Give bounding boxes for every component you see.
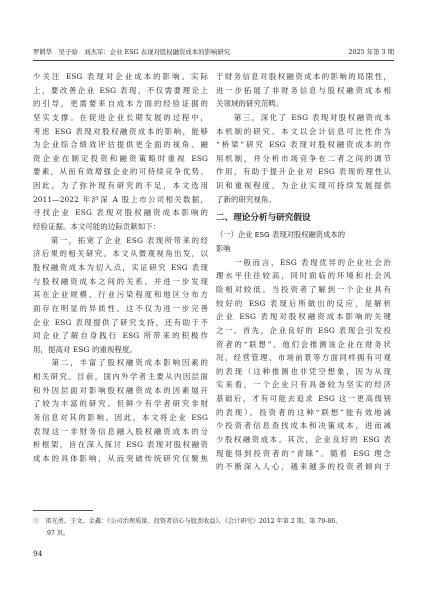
text-line: 企业 ESG 表现提供了研究支持，还有助于不 [33,317,208,327]
text-line: 况、经营管理、市场前景等方面同样拥有可观 [216,353,391,363]
text-line: 用机制，并分析市场竞争在二者之间的调节 [216,153,391,163]
text-line: 坚实支撑。在促进企业长期发展的过程中， [33,112,208,122]
text-line: 与股权融资成本之间的关系，并进一步发现 [33,276,208,286]
running-header [33,46,394,58]
text-line: 企业 ESG 表现对股权融资成本影响的关键 [216,312,391,322]
subsection-heading: （一）企业 ESG 表现对股权融资成本的 [216,230,345,240]
text-line: 现能得到投资者的“青睐”。随着 ESG 理念 [216,448,391,458]
header-authors-title [33,46,230,58]
text-line: 本机制的研究。本文以会计信息可比性作为 [216,126,391,136]
footnote-line [33,516,393,528]
text-line: 作用，有助于提升企业对 ESG 表现的理性认 [216,167,391,177]
right-column [216,70,391,474]
text-line: 用，提高对 ESG 的重视程度。 [33,344,137,354]
header-issue: 2025 年第 3 期 [348,48,394,56]
text-line: 第二，丰富了股权融资成本影响因素的 [33,358,208,368]
text-line: 因此，为了弥补现有研究的不足，本文选用 [33,181,208,191]
text-line: 务信息对其的影响。因此，本文将企业 ESG [33,413,208,423]
text-line: 较好的 ESG 表现后所做出的反应，是解析 [216,298,391,308]
text-line: 股权融资成本为切入点，实证研究 ESG 表现 [33,262,208,272]
text-line: 2011—2022 年沪深 A 股上市公司相关数据， [33,194,208,204]
text-line: 成本的具体影响，从而突破传统研究仅聚焦 [33,453,208,463]
text-line: 识和重视程度，为企业实现可持续发展提供 [216,181,391,191]
text-line: 的表现（这种推测也非凭空想象，因为从现 [216,366,391,376]
text-line: 面存在明显的异质性。这不仅为进一步完善 [33,303,208,313]
text-line: 少关注 ESG 表现对企业成本的影响。实际 [33,72,208,81]
footnote [33,516,393,540]
right-column-body [216,256,391,474]
header-divider [33,60,394,61]
text-line: 经验证据。本文可能的边际贡献如下： [33,222,161,232]
footnote-text: 雷光勇、王文、金鑫：《公司治理质量、投资者信心与股票收益》，《会计研究》2012 年第 2 期，第 79-86、 [39,518,342,525]
text-line: 其在企业规模、行业污染程度和地区分布方 [33,290,208,300]
text-line: 少投资者信息查找成本和决策成本，进而减 [216,421,391,431]
text-line: 寻找企业 ESG 表现对股权融资成本影响的 [33,208,208,218]
text-line: 进一步拓展了非财务信息与股权融资成本相 [216,85,391,95]
footnote-marker: ① [33,518,40,525]
footnote-line: 97 页。 [47,530,70,537]
text-line: 第一，拓宽了企业 ESG 表现所带来的经 [33,235,208,245]
text-line: 一般而言，ESG 表现优异的企业社会治 [216,257,391,267]
text-line: 资企业在制定投资和融资策略时重视 ESG [33,153,208,163]
text-line: 和外因层面对影响股权融资成本的因素展开 [33,385,208,395]
text-line: 理水平往往较高，同时面临的环境和社会风 [216,271,391,281]
text-line: 的引导，更需要来自成本方面的经验证据的 [33,99,208,109]
text-line: 的表现）。投资者的这种“联想”能有效地减 [216,407,391,417]
text-line: 表现这一非财务信息融入股权融资成本的分 [33,426,208,436]
subsection-heading-continued: 影响 [216,244,231,254]
text-line: 的不断深入人心，越来越多的投资者倾向于 [216,462,391,472]
text-line: 少股权融资成本。其次，企业良好的 ESG 表 [216,435,391,445]
text-line: 险相对较低。当投资者了解到一个企业具有 [216,284,391,294]
text-line: 考虑 ESG 表现对股权融资成本的影响，能够 [33,126,208,136]
text-line: 了新的研究视角。 [216,194,276,204]
text-line: 资者的“联想”。他们会推测该企业在财务状 [216,339,391,349]
text-line: “桥梁”研究 ESG 表现对股权融资成本的作 [216,140,391,150]
text-line: 实来看，一个企业只有具备较为坚实的经济 [216,380,391,390]
text-line: 要素，从而有效增强企业的可持续竞争优势。 [33,167,208,177]
right-column-intro [216,70,391,206]
text-line: 于财务信息对股权融资成本的影响的局限性， [216,72,391,81]
text-line: 了较为丰富的研究。但鲜少有学者研究非财 [33,399,208,409]
text-line: 为企业综合绩效评估提供更全面的视角、融 [33,140,208,150]
text-line: 关领域的研究范畴。 [216,99,284,109]
text-line: 析框架，旨在深入探讨 ESG 表现对股权融资 [33,440,208,450]
header-authors: 罗耕华 吴子晗 刘杰军： [33,48,110,56]
footnote-divider [33,510,93,511]
text-line: 同企业了解自身践行 ESG 所带来的积极作 [33,331,208,341]
text-line: 相关研究。目前，国内外学者主要从内因层面 [33,372,208,382]
section-heading: 二、理论分析与研究假设 [216,213,311,224]
page-number: 94 [33,549,43,558]
text-line: 基础后，才有可能去追求 ESG 这一更高级别 [216,394,391,404]
text-line: 之一。首先，企业良好的 ESG 表现会引发投 [216,325,391,335]
text-line: 济后果的相关研究。本文从微观视角出发，以 [33,249,208,259]
header-title: 企业 ESG 表现对股权融资成本的影响研究 [109,48,231,56]
text-line: 第三，深化了 ESG 表现对股权融资成本 [216,112,391,122]
left-column [33,70,208,466]
text-line: 上，要改善企业 ESG 表现，不仅需要理论上 [33,85,208,95]
